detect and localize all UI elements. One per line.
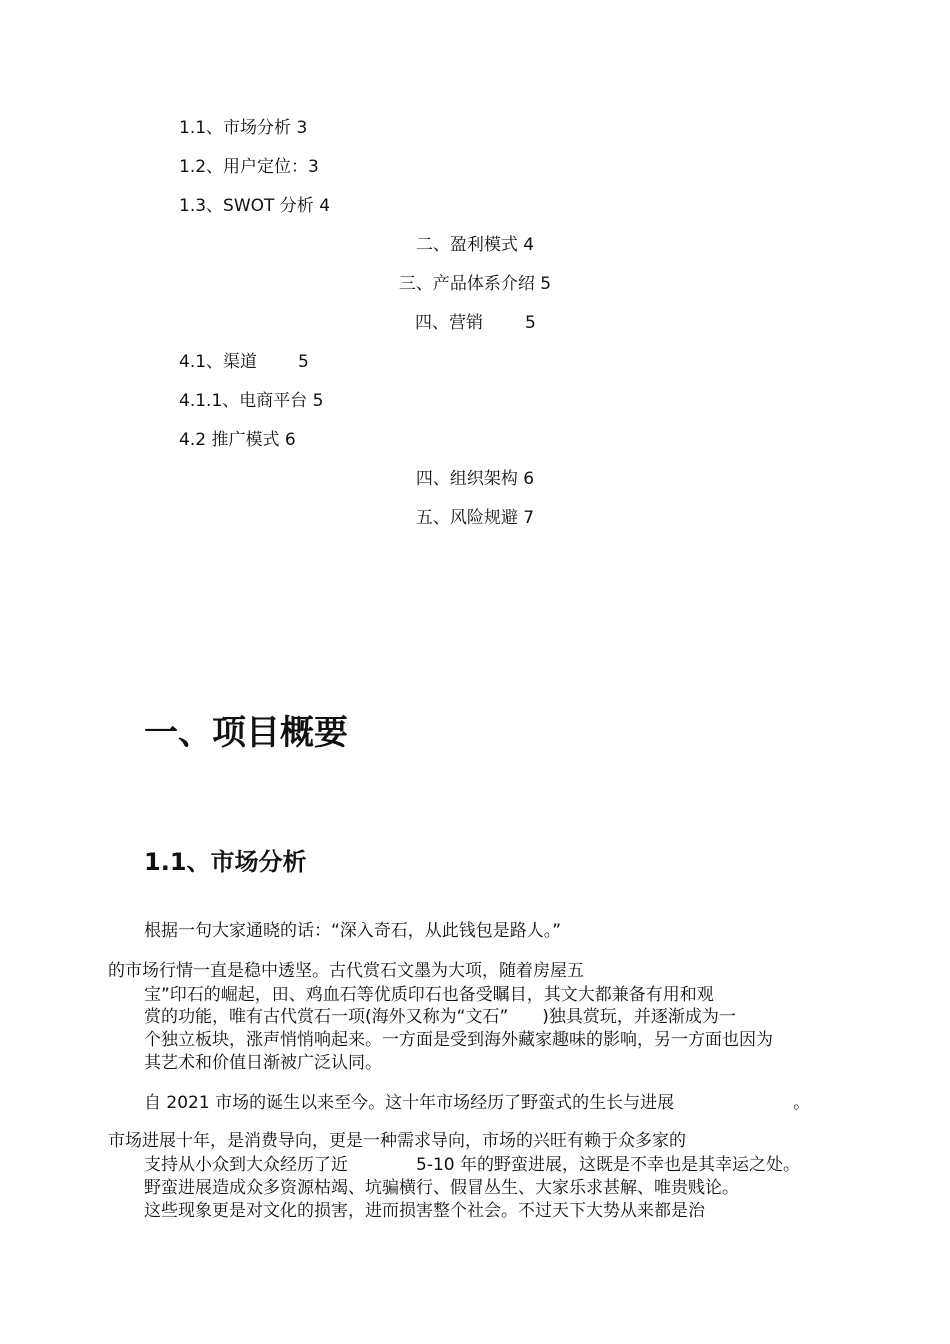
toc-entry-4-2[interactable]: 4.2 推广模式 6 xyxy=(179,430,296,450)
section-heading-1-1: 1.1、市场分析 xyxy=(144,848,307,876)
toc-entry-4-1-1[interactable]: 4.1.1、电商平台 5 xyxy=(179,391,324,411)
paragraph-line: 这些现象更是对文化的损害，进而损害整个社会。不过天下大势从来都是治 xyxy=(144,1201,705,1221)
paragraph-line: 的市场行情一直是稳中透坚。古代赏石文墨为大项，随着房屋五 xyxy=(108,961,584,981)
paragraph-line: 宝”印石的崛起，田、鸡血石等优质印石也备受瞩目，其文大都兼备有用和观 xyxy=(144,985,714,1005)
toc-entry-4-1-label: 4.1、渠道 xyxy=(179,352,258,372)
toc-entry-1-1[interactable]: 1.1、市场分析 3 xyxy=(179,118,308,138)
toc-entry-1-3[interactable]: 1.3、SWOT 分析 4 xyxy=(179,196,331,216)
paragraph-line: 个独立板块，涨声悄悄响起来。一方面是受到海外藏家趣味的影响，另一方面也因为 xyxy=(144,1030,773,1050)
toc-entry-5[interactable]: 五、风险规避 7 xyxy=(415,508,535,528)
toc-entry-4-page: 5 xyxy=(525,313,536,333)
toc-entry-2[interactable]: 二、盈利模式 4 xyxy=(415,235,535,255)
toc-entry-org[interactable]: 四、组织架构 6 xyxy=(415,469,535,489)
paragraph-line: 野蛮进展造成众多资源枯竭、坑骗横行、假冒丛生、大家乐求甚解、唯贵贱论。 xyxy=(144,1178,739,1198)
paragraph-line: 支持从小众到大众经历了近 5-10 年的野蛮进展，这既是不幸也是其幸运之处。 xyxy=(144,1155,800,1175)
toc-entry-4-label: 四、营销 xyxy=(415,313,483,333)
paragraph-line: 赏的功能，唯有古代赏石一项(海外又称为“文石” )独具赏玩，并逐渐成为一 xyxy=(144,1007,736,1027)
paragraph-line: 其艺术和价值日渐被广泛认同。 xyxy=(144,1053,382,1073)
section-heading-1: 一、项目概要 xyxy=(144,713,348,753)
toc-entry-3[interactable]: 三、产品体系介绍 5 xyxy=(398,274,552,294)
paragraph-line: 自 2021 市场的诞生以来至今。这十年市场经历了野蛮式的生长与进展 。 xyxy=(144,1093,811,1113)
paragraph-line: 根据一句大家通晓的话：“深入奇石，从此钱包是路人。” xyxy=(144,921,562,941)
toc-entry-1-2[interactable]: 1.2、用户定位：3 xyxy=(179,157,319,177)
toc-entry-4-1-page: 5 xyxy=(298,352,309,372)
paragraph-line: 市场进展十年，是消费导向，更是一种需求导向，市场的兴旺有赖于众多家的 xyxy=(108,1131,686,1151)
